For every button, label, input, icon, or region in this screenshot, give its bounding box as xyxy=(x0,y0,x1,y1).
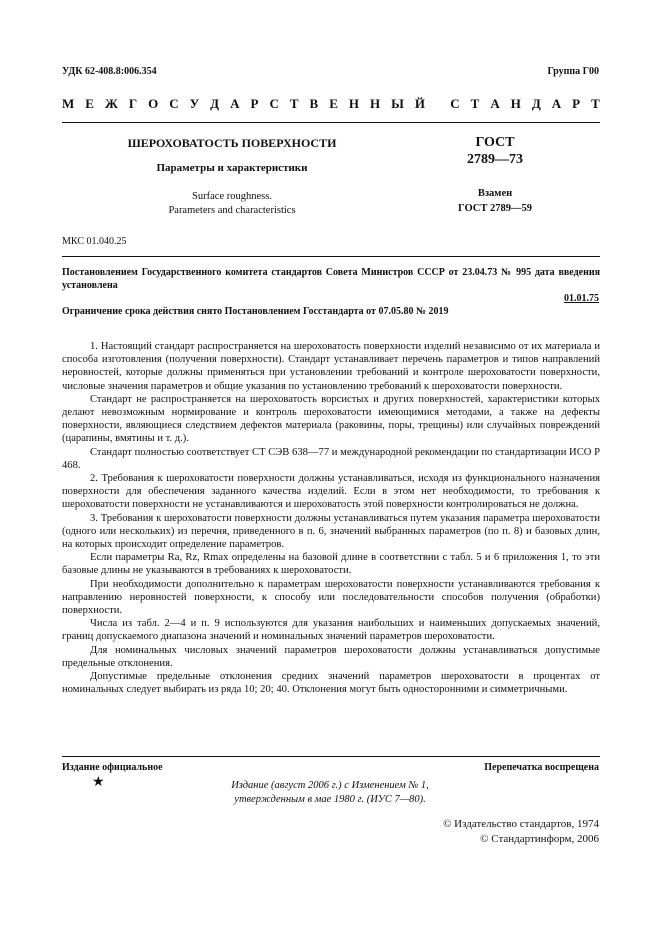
interstate-letter: Н xyxy=(348,96,359,111)
gost-code: 2789—73 xyxy=(467,152,523,167)
copyright-1: © Издательство стандартов, 1974 xyxy=(443,818,599,830)
interstate-letter: Т xyxy=(470,96,480,111)
paragraph-9: Для номинальных числовых значений параметров шероховатости должны устанавливаться допустимые предельные отклонения. xyxy=(62,644,600,669)
interstate-letter: В xyxy=(309,96,319,111)
star-icon: ★ xyxy=(92,775,105,790)
interstate-letter: Т xyxy=(289,96,299,111)
interstate-letter: С xyxy=(169,96,179,111)
interstate-letter: Ы xyxy=(391,96,404,111)
interstate-letter: Д xyxy=(210,96,220,111)
interstate-letter: О xyxy=(148,96,159,111)
paragraph-8: Числа из табл. 2—4 и п. 9 используются для указания наибольших и наименьших допускаемых значений, границ допускаемого диапазона значений и номинальных значений параметров шероховатости. xyxy=(62,618,600,643)
decree-text: Постановлением Государственного комитета стандартов Совета Министров СССР от 23.04.73 № 995 дата введения установлена xyxy=(62,267,600,291)
limit-removed-text: Ограничение срока действия снято Постановлением Госстандарта от 07.05.80 № 2019 xyxy=(62,306,449,317)
interstate-letter: Н xyxy=(510,96,521,111)
english-title xyxy=(62,190,402,218)
interstate-letter: Д xyxy=(531,96,541,111)
body-text xyxy=(62,340,600,696)
paragraph-2: Стандарт не распространяется на шероховатость ворсистых и других поверхностей, характеристики которых делают невозможным нормирование и контроль шероховатости имеющимися методами, а также на дефекты поверхности, являющиеся следствием дефектов материала (раковины, поры, трещины) или случайных повреждений (царапины, вмятины и т. д.). xyxy=(62,393,600,445)
interstate-letter: У xyxy=(189,96,200,111)
edition-note xyxy=(180,779,480,807)
interstate-standard-heading xyxy=(62,96,600,112)
document-title: ШЕРОХОВАТОСТЬ ПОВЕРХНОСТИ xyxy=(127,136,337,150)
edition-note-line2: утвержденным в мае 1980 г. (ИУС 7—80). xyxy=(234,794,426,805)
interstate-letter: Е xyxy=(329,96,338,111)
introduction-date: 01.01.75 xyxy=(564,293,599,304)
paragraph-3: Стандарт полностью соответствует СТ СЭВ 638—77 и международной рекомендации по стандартизации ИСО Р 468. xyxy=(62,446,600,471)
paragraph-10: Допустимые предельные отклонения средних значений параметров шероховатости в процентах от номинальных следует выбирать из ряда 10; 20; 40. Отклонения могут быть односторонними и симметричными. xyxy=(62,671,600,696)
interstate-letter: М xyxy=(62,96,75,111)
interstate-letter: Г xyxy=(128,96,138,111)
interstate-letter: А xyxy=(230,96,240,111)
paragraph-6: Если параметры Ra, Rz, Rmax определены на базовой длине в соответствии с табл. 5 и 6 приложения 1, то эти базовые длины не указываются в требованиях к шероховатости. xyxy=(62,552,600,577)
paragraph-1: 1. Настоящий стандарт распространяется на шероховатость поверхности изделий независимо от их материала и способа изготовления (получения поверхности). Стандарт устанавливает перечень параметров и типов направлений неровностей, которые должны применяться при установлении требований и контроле шероховатости поверхности, числовые значения параметров и общие указания по установлению требований к шероховатости поверхности. xyxy=(62,341,600,392)
top-rule xyxy=(62,122,600,123)
official-edition-label: Издание официальное xyxy=(62,762,163,773)
interstate-letter: А xyxy=(490,96,500,111)
interstate-letter: Н xyxy=(369,96,381,111)
interstate-letter: Ж xyxy=(104,96,118,111)
paragraph-5: 3. Требования к шероховатости поверхности должны устанавливаться путем указания параметра шероховатости (одного или нескольких) из перечня, приведенного в п. 6, значений выбранных параметров (по п. 8) и базовых длин, на которых происходит определение параметров. xyxy=(62,512,600,551)
english-title-line1: Surface roughness. xyxy=(192,191,272,202)
replaces-code: ГОСТ 2789—59 xyxy=(458,203,532,214)
interstate-letter: Е xyxy=(85,96,94,111)
middle-rule xyxy=(62,256,600,257)
replaces-label: Взамен xyxy=(477,188,513,199)
interstate-letter: С xyxy=(269,96,279,111)
english-title-line2: Parameters and characteristics xyxy=(168,205,296,216)
interstate-letter: Т xyxy=(591,96,600,111)
mks-code: МКС 01.040.25 xyxy=(62,236,127,247)
group-code: Группа Г00 xyxy=(547,66,599,77)
edition-note-line1: Издание (август 2006 г.) с Изменением № 1, xyxy=(231,780,429,791)
interstate-letter: С xyxy=(450,96,460,111)
replaces-block xyxy=(430,186,560,216)
reprint-prohibited-label: Перепечатка воспрещена xyxy=(484,762,599,773)
gost-label: ГОСТ xyxy=(475,135,515,150)
footer-rule xyxy=(62,756,600,757)
paragraph-4: 2. Требования к шероховатости поверхности должны устанавливаться, исходя из функционального назначения поверхности для обеспечения заданного качества изделий. Если в этом нет необходимости, то требования к шероховатости поверхности не устанавливаются и шероховатость этой поверхности контролироваться не должна. xyxy=(62,473,600,511)
interstate-letter xyxy=(436,96,439,112)
interstate-letter: Р xyxy=(572,96,581,111)
udc-code: УДК 62-408.8:006.354 xyxy=(62,66,157,77)
gost-number xyxy=(430,134,560,168)
document-subtitle: Параметры и характеристики xyxy=(156,162,308,174)
copyright-2: © Стандартинформ, 2006 xyxy=(480,833,599,845)
interstate-letter: Й xyxy=(414,96,425,111)
interstate-letter: А xyxy=(551,96,562,111)
interstate-letter: Р xyxy=(250,96,259,111)
paragraph-7: При необходимости дополнительно к параметрам шероховатости поверхности устанавливаются требования к направлению неровностей поверхности, к способу или последовательности способов получения (обработки) поверхности. xyxy=(62,578,600,617)
